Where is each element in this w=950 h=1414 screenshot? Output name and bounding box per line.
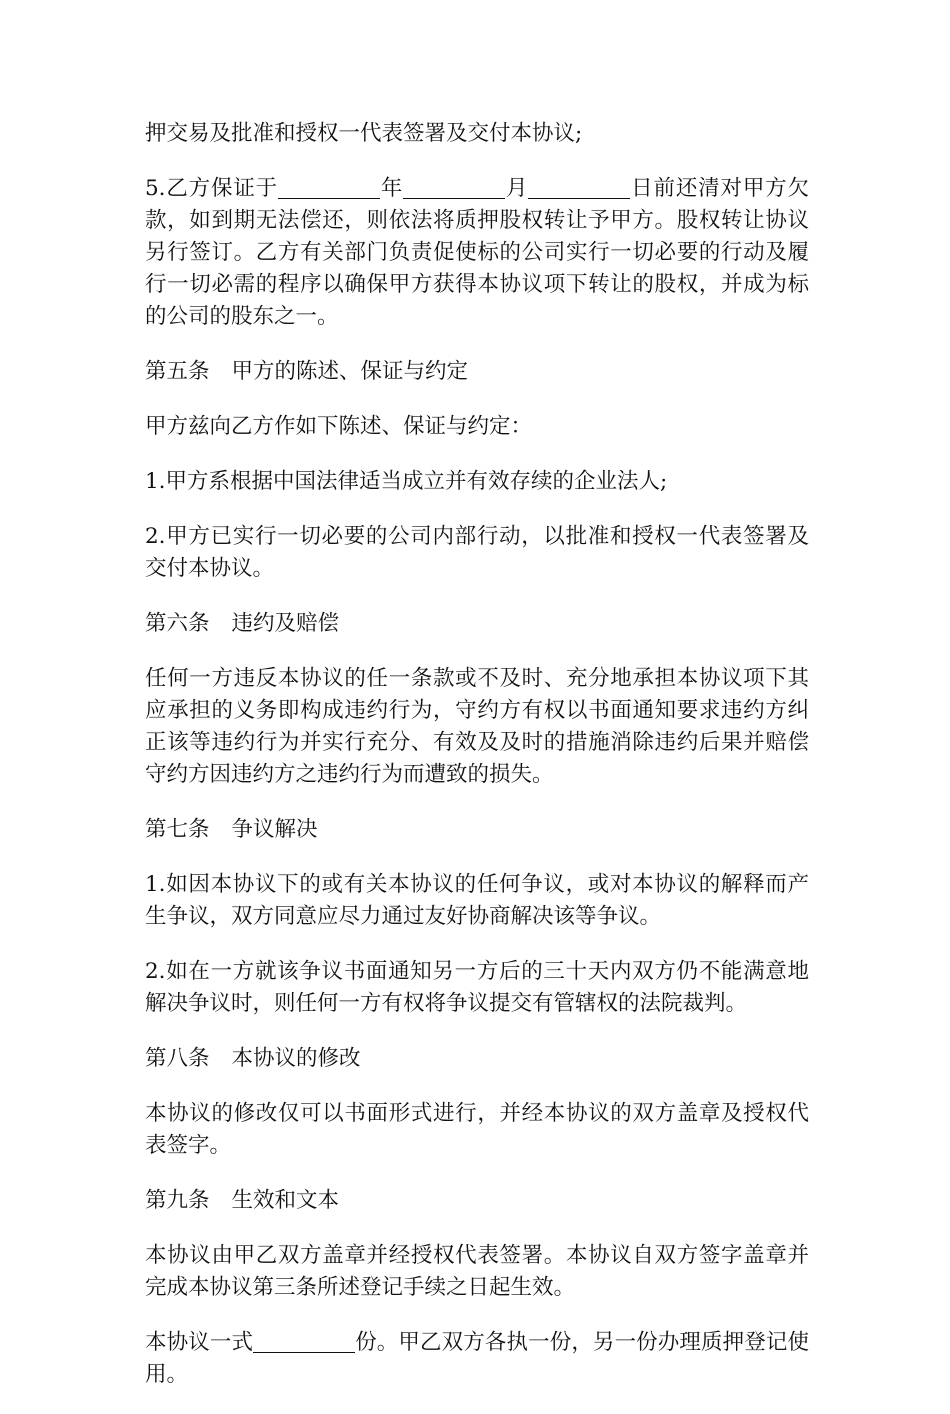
- article-6-heading: [145, 608, 809, 640]
- paragraph-text: 日前还清对甲方欠款，如到期无法偿还，则依法将质押股权转让予甲方。股权转让协议另行签订。乙方有关部门负责促使标的公司实行一切必要的行动及履行一切必需的程序以确保甲方获得本协议项下转让的股权，并成为标的公司的股东之一。: [145, 176, 809, 329]
- paragraph-breach: [145, 663, 809, 791]
- paragraph-effectiveness: [145, 1240, 809, 1304]
- paragraph-party-a-item-1: [145, 466, 809, 498]
- paragraph-dispute-item-2: [145, 956, 809, 1020]
- paragraph-text: 2.甲方已实行一切必要的公司内部行动，以批准和授权一代表签署及交付本协议。: [145, 524, 809, 581]
- paragraph-text: 1.甲方系根据中国法律适当成立并有效存续的企业法人;: [145, 469, 668, 494]
- paragraph-text: 本协议一式: [145, 1330, 254, 1355]
- article-number: 第九条: [145, 1188, 210, 1213]
- blank-month-line: [403, 177, 505, 200]
- article-title: 生效和文本: [231, 1188, 340, 1213]
- paragraph-text: 2.如在一方就该争议书面通知另一方后的三十天内双方仍不能满意地解决争议时，则任何一方有权将争议提交有管辖权的法院裁判。: [145, 959, 809, 1016]
- article-title: 争议解决: [231, 817, 318, 842]
- document-page: [145, 118, 809, 1414]
- article-title: 甲方的陈述、保证与约定: [231, 359, 469, 384]
- blank-day-line: [528, 177, 630, 200]
- article-title: 本协议的修改: [231, 1046, 361, 1071]
- paragraph-clause-5-repayment: [145, 173, 809, 333]
- paragraph-text: 押交易及批准和授权一代表签署及交付本协议;: [145, 121, 583, 146]
- article-5-heading: [145, 356, 809, 388]
- month-label: 月: [505, 176, 529, 201]
- article-8-heading: [145, 1043, 809, 1075]
- article-number: 第五条: [145, 359, 210, 384]
- paragraph-dispute-item-1: [145, 869, 809, 933]
- article-number: 第六条: [145, 611, 210, 636]
- article-7-heading: [145, 814, 809, 846]
- paragraph-text: 1.如因本协议下的或有关本协议的任何争议，或对本协议的解释而产生争议，双方同意应尽力通过友好协商解决该等争议。: [145, 872, 809, 929]
- paragraph-copies: [145, 1327, 809, 1391]
- article-number: 第八条: [145, 1046, 210, 1071]
- paragraph-text: 本协议的修改仅可以书面形式进行，并经本协议的双方盖章及授权代表签字。: [145, 1101, 809, 1158]
- paragraph-continued-clause: [145, 118, 809, 150]
- paragraph-text: 5.乙方保证于: [145, 176, 278, 201]
- paragraph-text: 份。甲乙双方各执一份，另一份办理质押登记使用。: [145, 1330, 809, 1387]
- paragraph-amendment: [145, 1098, 809, 1162]
- paragraph-text: 甲方兹向乙方作如下陈述、保证与约定：: [145, 414, 533, 439]
- paragraph-text: 本协议由甲乙双方盖章并经授权代表签署。本协议自双方签字盖章并完成本协议第三条所述登记手续之日起生效。: [145, 1243, 809, 1300]
- paragraph-text: 任何一方违反本协议的任一条款或不及时、充分地承担本协议项下其应承担的义务即构成违约行为，守约方有权以书面通知要求违约方纠正该等违约行为并实行充分、有效及及时的措施消除违约后果并赔偿守约方因违约方之违约行为而遭致的损失。: [145, 666, 809, 787]
- year-label: 年: [380, 176, 404, 201]
- article-number: 第七条: [145, 817, 210, 842]
- paragraph-party-a-item-2: [145, 521, 809, 585]
- blank-year-line: [278, 177, 380, 200]
- paragraph-party-a-intro: [145, 411, 809, 443]
- blank-copies-line: [253, 1331, 355, 1354]
- article-title: 违约及赔偿: [231, 611, 340, 636]
- article-9-heading: [145, 1185, 809, 1217]
